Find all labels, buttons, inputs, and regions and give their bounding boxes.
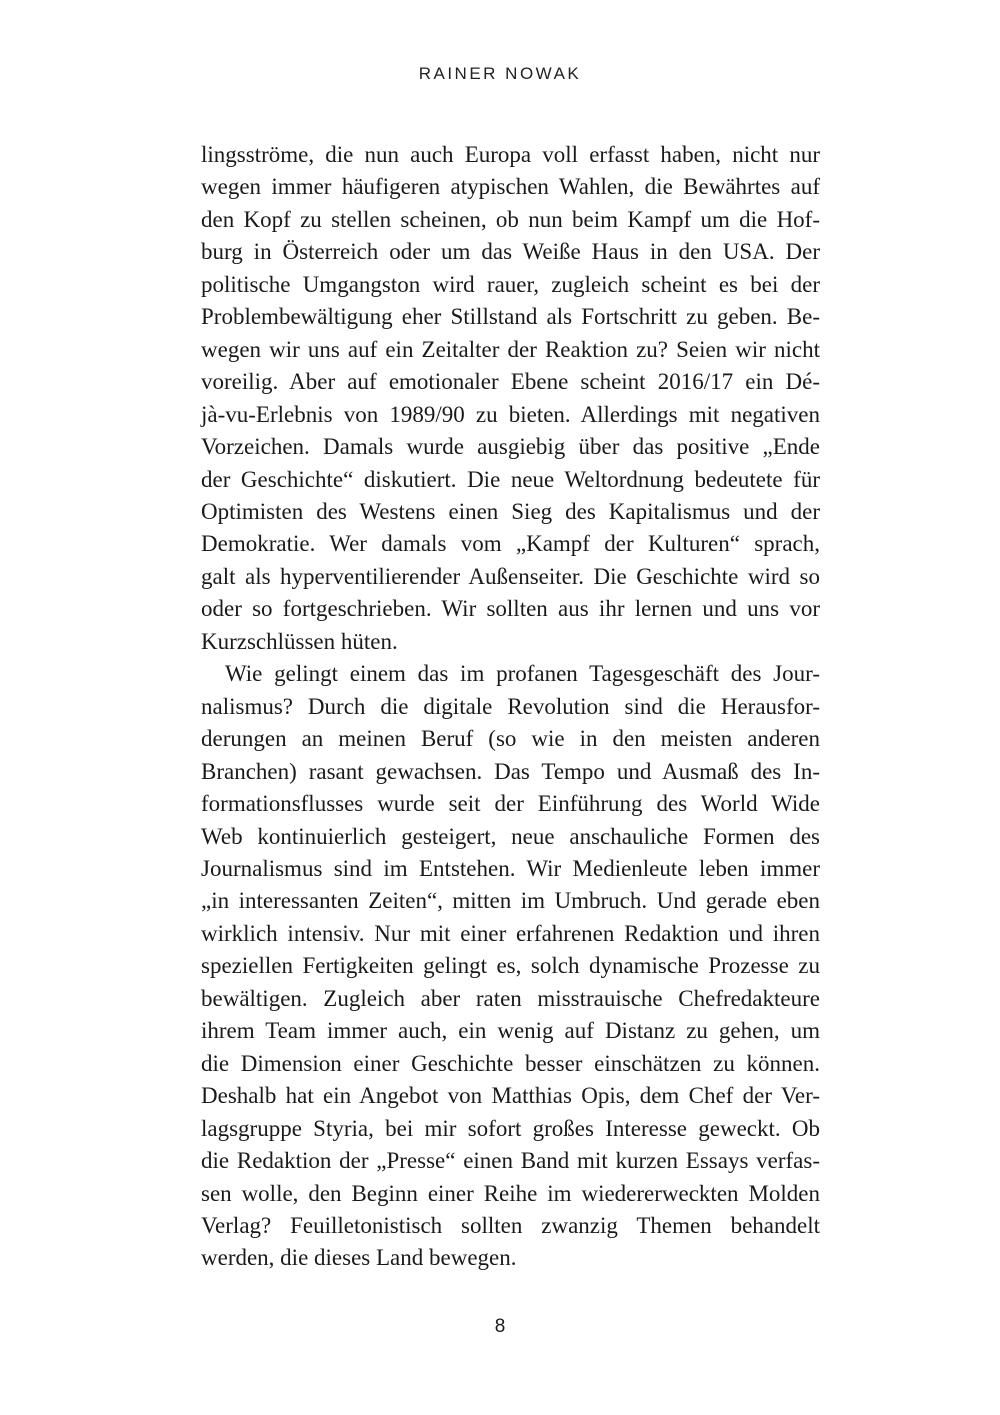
text-line: Web kontinuierlich gesteigert, neue anschauliche Formen des <box>201 823 820 849</box>
text-line: speziellen Fertigkeiten gelingt es, solch dynamische Prozesse zu <box>201 953 820 979</box>
text-line: burg in Österreich oder um das Weiße Haus in den USA. Der <box>201 239 820 265</box>
page-number: 8 <box>494 1316 506 1337</box>
text-line: politische Umgangston wird rauer, zugleich scheint es bei der <box>201 271 820 297</box>
running-head-author: RAINER NOWAK <box>418 64 582 83</box>
text-line: die Redaktion der „Presse“ einen Band mit kurzen Essays verfas- <box>201 1148 820 1174</box>
text-line: der Geschichte“ diskutiert. Die neue Weltordnung bedeutete für <box>201 466 820 492</box>
text-line: werden, die dieses Land bewegen. <box>201 1245 517 1271</box>
text-line: nalismus? Durch die digitale Revolution sind die Herausfor- <box>201 693 820 719</box>
text-line: galt als hyperventilierender Außenseiter. Die Geschichte wird so <box>201 563 820 589</box>
text-line: oder so fortgeschrieben. Wir sollten aus ihr lernen und uns vor <box>201 596 820 622</box>
text-line: Journalismus sind im Entstehen. Wir Medienleute leben immer <box>201 855 820 881</box>
body-text <box>201 139 820 1275</box>
text-line: Wie gelingt einem das im profanen Tagesgeschäft des Jour- <box>225 661 820 687</box>
paragraph <box>201 658 820 1275</box>
text-line: Demokratie. Wer damals vom „Kampf der Kulturen“ sprach, <box>201 531 820 557</box>
text-line: Verlag? Feuilletonistisch sollten zwanzig Themen behandelt <box>201 1212 820 1238</box>
paragraph <box>201 139 820 658</box>
text-line: Optimisten des Westens einen Sieg des Kapitalismus und der <box>201 498 820 524</box>
text-line: voreilig. Aber auf emotionaler Ebene scheint 2016/17 ein Dé- <box>201 369 820 395</box>
text-line: wirklich intensiv. Nur mit einer erfahrenen Redaktion und ihren <box>201 920 820 946</box>
text-line: lagsgruppe Styria, bei mir sofort großes Interesse geweckt. Ob <box>201 1115 820 1141</box>
text-line: jà-vu-Erlebnis von 1989/90 zu bieten. Allerdings mit negativen <box>201 401 820 427</box>
text-line: Problembewältigung eher Stillstand als Fortschritt zu geben. Be- <box>201 304 820 330</box>
text-line: die Dimension einer Geschichte besser einschätzen zu können. <box>201 1050 820 1076</box>
text-line: sen wolle, den Beginn einer Reihe im wiedererweckten Molden <box>201 1180 820 1206</box>
text-line: „in interessanten Zeiten“, mitten im Umbruch. Und gerade eben <box>201 888 820 914</box>
text-line: Kurzschlüssen hüten. <box>201 628 398 654</box>
text-line: ihrem Team immer auch, ein wenig auf Distanz zu gehen, um <box>201 1018 820 1044</box>
text-line: wegen immer häufigeren atypischen Wahlen, die Bewährtes auf <box>201 174 820 200</box>
text-line: formationsflusses wurde seit der Einführung des World Wide <box>201 791 820 817</box>
text-line: den Kopf zu stellen scheinen, ob nun beim Kampf um die Hof- <box>201 206 820 232</box>
text-line: Deshalb hat ein Angebot von Matthias Opis, dem Chef der Ver- <box>201 1083 820 1109</box>
text-line: wegen wir uns auf ein Zeitalter der Reaktion zu? Seien wir nicht <box>201 336 820 362</box>
text-line: Branchen) rasant gewachsen. Das Tempo und Ausmaß des In- <box>201 758 820 784</box>
text-line: derungen an meinen Beruf (so wie in den meisten anderen <box>201 726 820 752</box>
text-line: Vorzeichen. Damals wurde ausgiebig über das positive „Ende <box>201 434 820 460</box>
text-line: lingsströme, die nun auch Europa voll erfasst haben, nicht nur <box>201 142 820 167</box>
text-line: bewältigen. Zugleich aber raten misstrauische Chefredakteure <box>201 985 820 1011</box>
